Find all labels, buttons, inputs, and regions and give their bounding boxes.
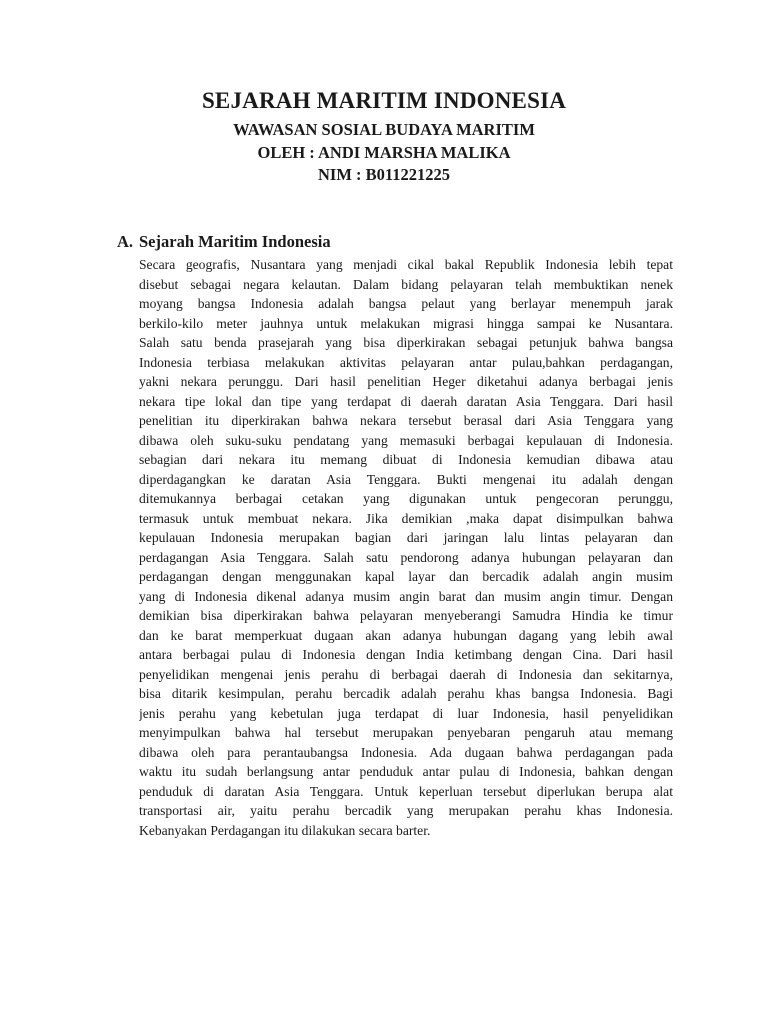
paragraph-line: menyimpulkan bahwa hal tersebut merupakan penyebaran pengaruh atau memang	[139, 725, 673, 740]
paragraph-line: yang di Indonesia dikenal adanya musim angin barat dan musim angin timur. Dengan	[139, 588, 673, 604]
document-subtitle: WAWASAN SOSIAL BUDAYA MARITIM	[233, 120, 535, 139]
author-line: OLEH : ANDI MARSHA MALIKA	[257, 143, 511, 162]
paragraph-line: Secara geografis, Nusantara yang menjadi cikal bakal Republik Indonesia lebih tepat	[139, 257, 673, 272]
paragraph-line: Salah satu benda prasejarah yang bisa diperkirakan sebagai petunjuk bahwa bangsa	[139, 335, 673, 350]
section-heading	[117, 232, 331, 252]
paragraph-line: nekara tipe lokal dan tipe yang terdapat di daerah daratan Asia Tenggara. Dari hasil	[139, 393, 673, 409]
paragraph-line: ditemukannya berbagai cetakan yang digunakan untuk pengecoran perunggu,	[139, 491, 673, 506]
paragraph-line: bisa ditarik kesimpulan, perahu bercadik adalah perahu khas bangsa Indonesia. Bagi	[139, 686, 673, 701]
nim-line: NIM : B011221225	[318, 165, 450, 184]
paragraph-line: penelitian itu diperkirakan bahwa nekara tersebut berasal dari Asia Tenggara yang	[139, 413, 673, 428]
paragraph-line: disebut sebagai negara kelautan. Dalam bidang pelayaran telah membuktikan nenek	[139, 276, 673, 292]
paragraph-line: penduduk di daratan Asia Tenggara. Untuk keperluan tersebut diperlukan berupa alat	[139, 783, 673, 799]
paragraph-line: penyelidikan mengenai jenis perahu di berbagai daerah di Indonesia dan sekitarnya,	[139, 666, 673, 682]
paragraph-line: perdagangan Asia Tenggara. Salah satu pendorong adanya hubungan pelayaran dan	[139, 549, 673, 565]
section-body	[139, 255, 673, 840]
paragraph-line: moyang bangsa Indonesia adalah bangsa pelaut yang berlayar menempuh jarak	[139, 296, 673, 311]
paragraph-line: demikian bisa diperkirakan bahwa pelayaran menyeberangi Samudra Hindia ke timur	[139, 608, 673, 623]
paragraph-line: yakni nekara perunggu. Dari hasil penelitian Heger diketahui adanya berbagai jenis	[139, 374, 673, 389]
paragraph-line: perdagangan dengan menggunakan kapal layar dan bercadik adalah angin musim	[139, 569, 673, 584]
document-title: SEJARAH MARITIM INDONESIA	[201, 88, 567, 113]
paragraph-line: diperdagangkan ke daratan Asia Tenggara. Bukti mengenai itu adalah dengan	[139, 471, 673, 487]
paragraph-line: jenis perahu yang kebetulan juga terdapat di luar Indonesia, hasil penyelidikan	[139, 705, 673, 721]
paragraph-line: dibawa oleh suku-suku pendatang yang memasuki berbagai kepulauan di Indonesia.	[139, 432, 673, 448]
paragraph-line: transportasi air, yaitu perahu bercadik yang merupakan perahu khas Indonesia.	[139, 803, 673, 818]
paragraph-line: antara berbagai pulau di Indonesia dengan India ketimbang dengan Cina. Dari hasil	[139, 647, 673, 662]
paragraph-line: dibawa oleh para perantaubangsa Indonesia. Ada dugaan bahwa perdagangan pada	[139, 744, 673, 760]
paragraph-line: sebagian dari nekara itu memang dibuat di Indonesia kemudian dibawa atau	[139, 452, 673, 467]
paragraph-line: berkilo-kilo meter jauhnya untuk melakukan migrasi hingga sampai ke Nusantara.	[139, 315, 673, 331]
paragraph-line: Indonesia terbiasa melakukan aktivitas pelayaran antar pulau,bahkan perdagangan,	[139, 354, 673, 370]
paragraph-line: termasuk untuk membuat nekara. Jika demikian ,maka dapat disimpulkan bahwa	[139, 510, 673, 526]
paragraph-line: dan ke barat memperkuat dugaan akan adanya hubungan dagang yang lebih awal	[139, 627, 673, 643]
section-letter: A.	[117, 232, 134, 251]
paragraph-line: waktu itu sudah berlangsung antar penduduk antar pulau di Indonesia, bahkan dengan	[139, 764, 673, 779]
paragraph-line: kepulauan Indonesia merupakan bagian dari jaringan lalu lintas pelayaran dan	[139, 530, 673, 545]
paragraph-line: Kebanyakan Perdagangan itu dilakukan secara barter.	[139, 822, 431, 838]
section-title: Sejarah Maritim Indonesia	[139, 232, 331, 251]
